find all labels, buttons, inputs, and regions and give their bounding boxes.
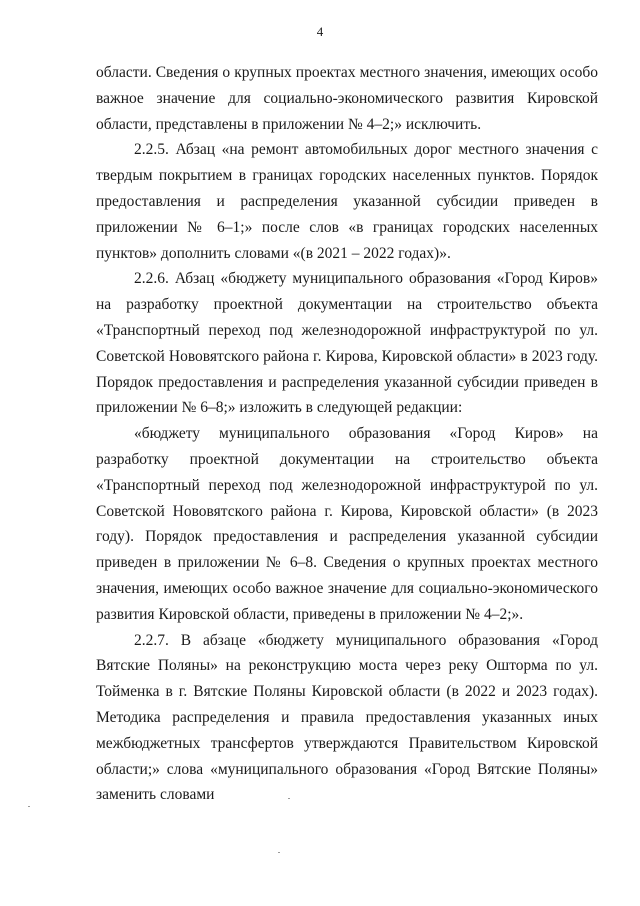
document-body (96, 60, 598, 808)
scan-speck (288, 798, 290, 799)
paragraph-2-2-7: 2.2.7. В абзаце «бюджету муниципального образования «Город Вятские Поляны» на реконструкцию моста через реку Ошторма по ул. Тойменка в г. Вятские Поляны Кировской области (в 2022 и 2023 годах). Методика распределения и правила предоставления указанных иных межбюджетных трансфертов утверждаются Правительством Кировской области;» слова «муниципального образования «Город Вятские Поляны» заменить словами (96, 631, 598, 804)
paragraph-2-2-5: 2.2.5. Абзац «на ремонт автомобильных дорог местного значения с твердым покрытием в границах городских населенных пунктов. Порядок предоставления и распределения указанной субсидии приведен в приложении № 6–1;» после слов «в границах городских населенных пунктов» дополнить словами «(в 2021 – 2022 годах)». (96, 141, 598, 262)
paragraph-2-2-6: 2.2.6. Абзац «бюджету муниципального образования «Город Киров» на разработку проектной документации на строительство объекта «Транспортный переход под железнодорожной инфраструктурой по ул. Советской Нововятского района г. Кирова, Кировской области» в 2023 году. Порядок предоставления и распределения указанной субсидии приведен в приложении № 6–8;» изложить в следующей редакции: (96, 270, 598, 417)
paragraph-continuation: области. Сведения о крупных проектах местного значения, имеющих особо важное значение для социально-экономического развития Кировской области, представлены в приложении № 4–2;» исключить. (96, 64, 598, 133)
scan-speck (278, 852, 280, 853)
scan-speck (28, 806, 30, 807)
paragraph-new-wording: «бюджету муниципального образования «Город Киров» на разработку проектной документации на строительство объекта «Транспортный переход под железнодорожной инфраструктурой по ул. Советской Нововятского района г. Кирова, Кировской области» (в 2023 году). Порядок предоставления и распределения указанной субсидии приведен в приложении № 6–8. Сведения о крупных проектах местного значения, имеющих особо важное значение для социально-экономического развития Кировской области, приведены в приложении № 4–2;». (96, 425, 598, 623)
page-number: 4 (316, 24, 324, 39)
